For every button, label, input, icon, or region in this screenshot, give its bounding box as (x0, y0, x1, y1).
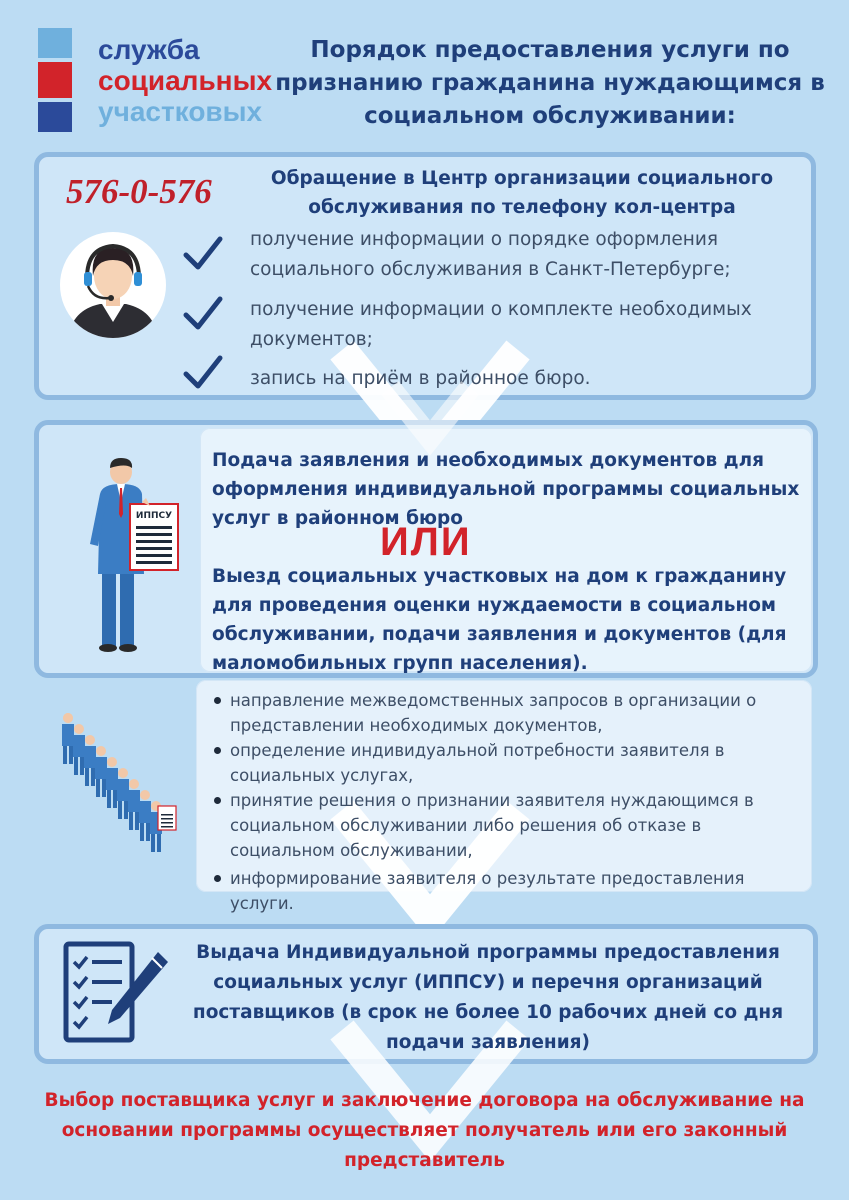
list-item: информирование заявителя о результате предоставления услуги. (210, 866, 800, 916)
step1-item-2: получение информации о комплекте необходимых документов; (250, 299, 752, 350)
step3-bullet-list (210, 688, 800, 916)
checkmark-icon (182, 352, 224, 394)
list-item: направление межведомственных запросов в организации о представлении необходимых документов, (210, 688, 800, 738)
document-label: ИППСУ (135, 511, 173, 521)
logo-line-2: социальных (98, 65, 273, 96)
checkmark-icon (182, 293, 224, 335)
logo-mark (38, 28, 72, 132)
logo-line-3: участковых (98, 96, 263, 127)
step2-option-2: Выезд социальных участковых на дом к гражданину для проведения оценки нуждаемости в социальном обслуживании, подачи заявления и документов (для маломобильных групп населения). (212, 566, 787, 674)
or-label: ИЛИ (380, 520, 472, 564)
call-center-operator-icon (60, 232, 166, 338)
list-item: определение индивидуальной потребности заявителя в социальных услугах, (210, 738, 800, 788)
checklist-pen-icon (62, 940, 172, 1046)
step4-title: Выдача Индивидуальной программы предоставления социальных услуг (ИППСУ) и перечня организаций поставщиков (в срок не более 10 рабочих дней со дня подачи заявления) (192, 942, 784, 1053)
workers-group-icon (60, 712, 190, 872)
logo-line-1: служба (98, 34, 200, 65)
page-title: Порядок предоставления услуги по признанию гражданина нуждающимся в социальном обслуживании: (275, 37, 825, 129)
checkmark-icon (182, 233, 224, 275)
step2-option-1: Подача заявления и необходимых документов для оформления индивидуальной программы социальных услуг в районном бюро (212, 450, 800, 529)
step1-item-1: получение информации о порядке оформления социального обслуживания в Санкт-Петербурге; (250, 229, 731, 280)
step1-title: Обращение в Центр организации социального обслуживания по телефону кол-центра (270, 168, 774, 218)
footer-note: Выбор поставщика услуг и заключение договора на обслуживание на основании программы осуществляет получатель или его законный представитель (44, 1090, 805, 1171)
logo-text (98, 34, 272, 127)
official-with-document-icon (86, 454, 186, 654)
list-item: принятие решения о признании заявителя нуждающимся в социальном обслуживании либо решения об отказе в социальном обслуживании, (210, 788, 800, 863)
phone-number: 576-0-576 (66, 172, 212, 211)
step1-item-3: запись на приём в районное бюро. (250, 368, 591, 389)
